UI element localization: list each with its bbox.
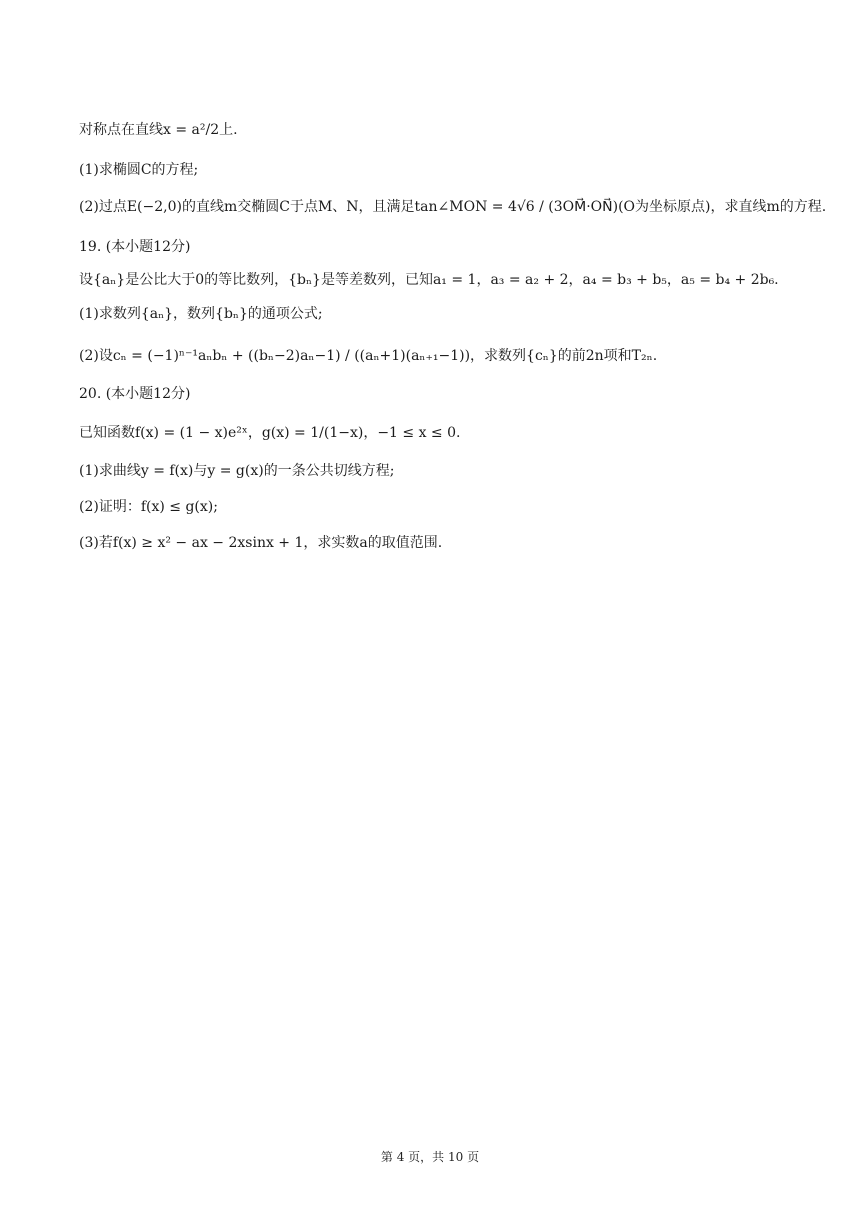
question-19-heading: 19. (本小题12分) (79, 239, 191, 255)
text-line-q20-part3: (3)若f(x) ≥ x² − ax − 2xsinx + 1，求实数a的取值范围. (79, 535, 443, 551)
text-line-q20-part1: (1)求曲线y = f(x)与y = g(x)的一条公共切线方程; (79, 463, 395, 479)
text-line-q18-part1: (1)求椭圆C的方程; (79, 162, 199, 178)
question-20-heading: 20. (本小题12分) (79, 386, 191, 402)
text-line-q18-part2: (2)过点E(−2,0)的直线m交椭圆C于点M、N，且满足tan∠MON = 4√6 / (3OM⃗·ON⃗)(O为坐标原点)，求直线m的方程. (79, 199, 827, 215)
text-line-q20-part2: (2)证明：f(x) ≤ g(x); (79, 499, 218, 515)
text-line-q19-part2: (2)设cₙ = (−1)ⁿ⁻¹aₙbₙ + ((bₙ−2)aₙ−1) / ((aₙ+1)(aₙ₊₁−1))，求数列{cₙ}的前2n项和T₂ₙ. (79, 348, 658, 364)
text-line-q19-stem: 设{aₙ}是公比大于0的等比数列，{bₙ}是等差数列，已知a₁ = 1，a₃ = a₂ + 2，a₄ = b₃ + b₅，a₅ = b₄ + 2b₆. (79, 272, 779, 288)
text-line-q20-stem: 已知函数f(x) = (1 − x)e²ˣ，g(x) = 1/(1−x)，−1 ≤ x ≤ 0. (79, 425, 461, 441)
text-line-q19-part1: (1)求数列{aₙ}，数列{bₙ}的通项公式; (79, 306, 323, 322)
page-footer: 第 4 页，共 10 页 (380, 1150, 480, 1164)
text-line-symmetry-point: 对称点在直线x = a²/2上. (79, 122, 238, 138)
